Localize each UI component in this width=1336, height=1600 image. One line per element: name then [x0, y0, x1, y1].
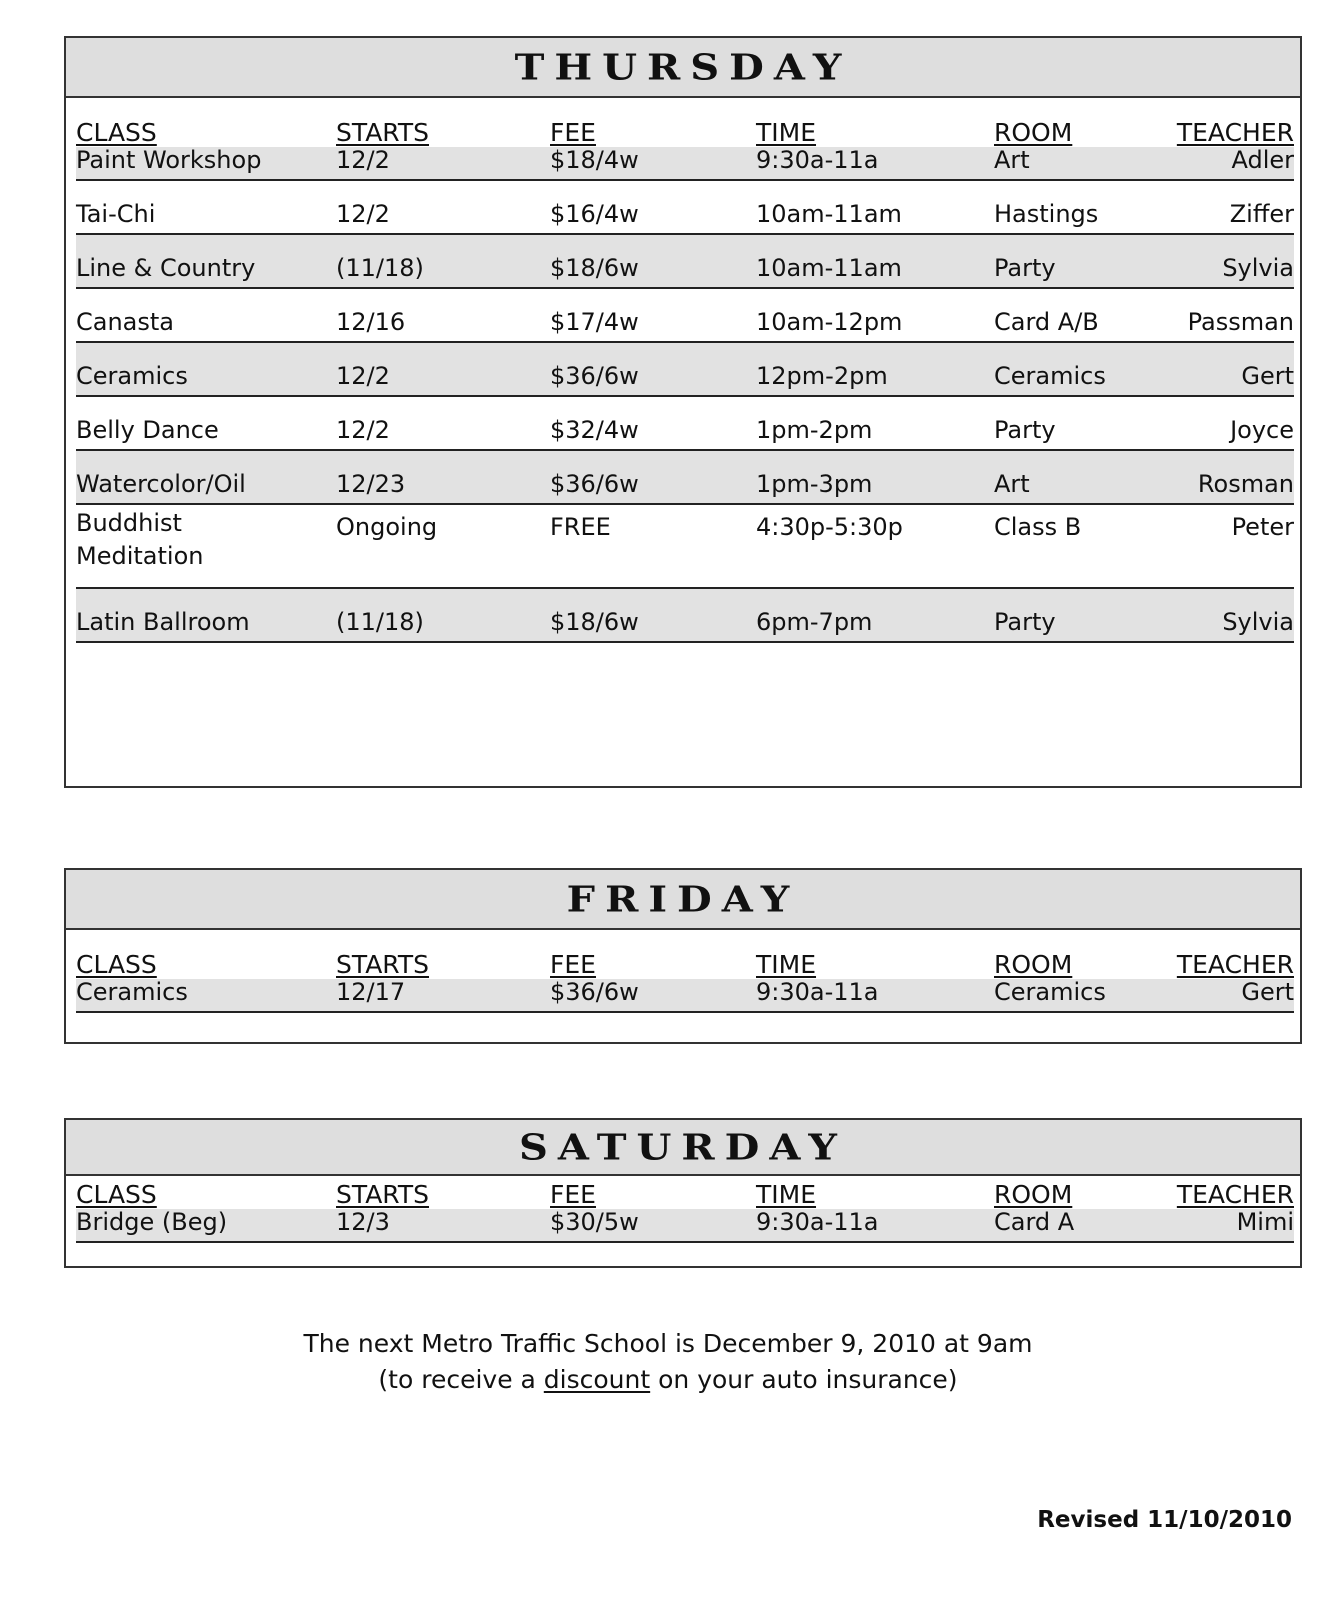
cell-starts: 12/3	[306, 1209, 542, 1243]
cell-fee: $30/5w	[542, 1209, 752, 1243]
col-header-class: CLASS	[76, 1180, 157, 1209]
col-header-time: TIME	[756, 1180, 817, 1209]
cell-teacher: Sylvia	[1172, 235, 1294, 289]
traffic-school-notice	[0, 1326, 1336, 1398]
cell-starts: 12/2	[306, 147, 542, 181]
cell-fee: $36/6w	[542, 343, 752, 397]
cell-teacher: Adler	[1172, 147, 1294, 181]
col-header-fee: FEE	[550, 950, 596, 979]
cell-room: Art	[976, 451, 1172, 505]
cell-fee: $16/4w	[542, 181, 752, 235]
col-header-fee: FEE	[550, 118, 596, 147]
col-header-room: ROOM	[994, 950, 1073, 979]
cell-starts: (11/18)	[306, 589, 542, 643]
saturday-header	[66, 1120, 1300, 1176]
cell-room: Party	[976, 235, 1172, 289]
cell-fee: $18/6w	[542, 235, 752, 289]
cell-starts: 12/23	[306, 451, 542, 505]
cell-class: Belly Dance	[76, 397, 306, 451]
col-header-starts: STARTS	[336, 1180, 429, 1209]
notice-line-1: The next Metro Traffic School is December 9, 2010 at 9am	[303, 1329, 1033, 1358]
cell-fee: $36/6w	[542, 979, 752, 1013]
cell-room: Class B	[976, 505, 1172, 589]
cell-fee: $17/4w	[542, 289, 752, 343]
cell-time: 12pm-2pm	[752, 343, 976, 397]
cell-time: 10am-11am	[752, 235, 976, 289]
col-header-class: CLASS	[76, 950, 157, 979]
cell-teacher: Peter	[1172, 505, 1294, 589]
cell-room: Card A/B	[976, 289, 1172, 343]
cell-class: Ceramics	[76, 343, 306, 397]
cell-starts: 12/16	[306, 289, 542, 343]
cell-teacher: Gert	[1172, 343, 1294, 397]
thursday-header	[66, 38, 1300, 98]
cell-class: Bridge (Beg)	[76, 1209, 306, 1243]
cell-time: 1pm-2pm	[752, 397, 976, 451]
col-header-class: CLASS	[76, 118, 157, 147]
cell-teacher: Gert	[1172, 979, 1294, 1013]
cell-class: Buddhist Meditation	[76, 505, 306, 589]
cell-starts: 12/17	[306, 979, 542, 1013]
cell-class: Tai-Chi	[76, 181, 306, 235]
cell-fee: $36/6w	[542, 451, 752, 505]
cell-time: 6pm-7pm	[752, 589, 976, 643]
col-header-starts: STARTS	[336, 950, 429, 979]
thursday-section	[64, 36, 1302, 788]
cell-class: Canasta	[76, 289, 306, 343]
cell-starts: 12/2	[306, 181, 542, 235]
cell-time: 10am-12pm	[752, 289, 976, 343]
cell-time: 9:30a-11a	[752, 1209, 976, 1243]
cell-fee: $18/4w	[542, 147, 752, 181]
cell-starts: (11/18)	[306, 235, 542, 289]
cell-starts: Ongoing	[306, 505, 542, 589]
cell-fee: $18/6w	[542, 589, 752, 643]
cell-room: Hastings	[976, 181, 1172, 235]
col-header-room: ROOM	[994, 1180, 1073, 1209]
thursday-title: THURSDAY	[514, 46, 852, 88]
revised-date: Revised 11/10/2010	[1037, 1507, 1292, 1533]
saturday-section	[64, 1118, 1302, 1268]
cell-time: 10am-11am	[752, 181, 976, 235]
cell-class: Paint Workshop	[76, 147, 306, 181]
thursday-table	[66, 98, 1300, 643]
cell-room: Party	[976, 397, 1172, 451]
cell-time: 9:30a-11a	[752, 147, 976, 181]
cell-class: Latin Ballroom	[76, 589, 306, 643]
cell-teacher: Passman	[1172, 289, 1294, 343]
cell-teacher: Sylvia	[1172, 589, 1294, 643]
cell-room: Ceramics	[976, 343, 1172, 397]
cell-fee: $32/4w	[542, 397, 752, 451]
cell-class: Line & Country	[76, 235, 306, 289]
cell-room: Card A	[976, 1209, 1172, 1243]
cell-starts: 12/2	[306, 397, 542, 451]
cell-teacher: Rosman	[1172, 451, 1294, 505]
col-header-teacher: TEACHER	[1176, 950, 1294, 979]
col-header-fee: FEE	[550, 1180, 596, 1209]
cell-fee: FREE	[542, 505, 752, 589]
cell-class: Watercolor/Oil	[76, 451, 306, 505]
col-header-time: TIME	[756, 950, 817, 979]
saturday-table	[66, 1176, 1300, 1243]
col-header-starts: STARTS	[336, 118, 429, 147]
saturday-title: SATURDAY	[519, 1126, 847, 1168]
friday-title: FRIDAY	[566, 878, 800, 920]
cell-teacher: Ziffer	[1172, 181, 1294, 235]
cell-time: 9:30a-11a	[752, 979, 976, 1013]
cell-starts: 12/2	[306, 343, 542, 397]
friday-table	[66, 930, 1300, 1013]
cell-room: Art	[976, 147, 1172, 181]
cell-room: Party	[976, 589, 1172, 643]
cell-room: Ceramics	[976, 979, 1172, 1013]
col-header-time: TIME	[756, 118, 817, 147]
col-header-teacher: TEACHER	[1176, 118, 1294, 147]
cell-teacher: Joyce	[1172, 397, 1294, 451]
cell-time: 4:30p-5:30p	[752, 505, 976, 589]
col-header-room: ROOM	[994, 118, 1073, 147]
cell-teacher: Mimi	[1172, 1209, 1294, 1243]
cell-class: Ceramics	[76, 979, 306, 1013]
discount-text: discount	[543, 1365, 651, 1394]
friday-section	[64, 868, 1302, 1044]
col-header-teacher: TEACHER	[1176, 1180, 1294, 1209]
notice-line-2: (to receive a discount on your auto insurance)	[378, 1365, 958, 1394]
friday-header	[66, 870, 1300, 930]
cell-time: 1pm-3pm	[752, 451, 976, 505]
